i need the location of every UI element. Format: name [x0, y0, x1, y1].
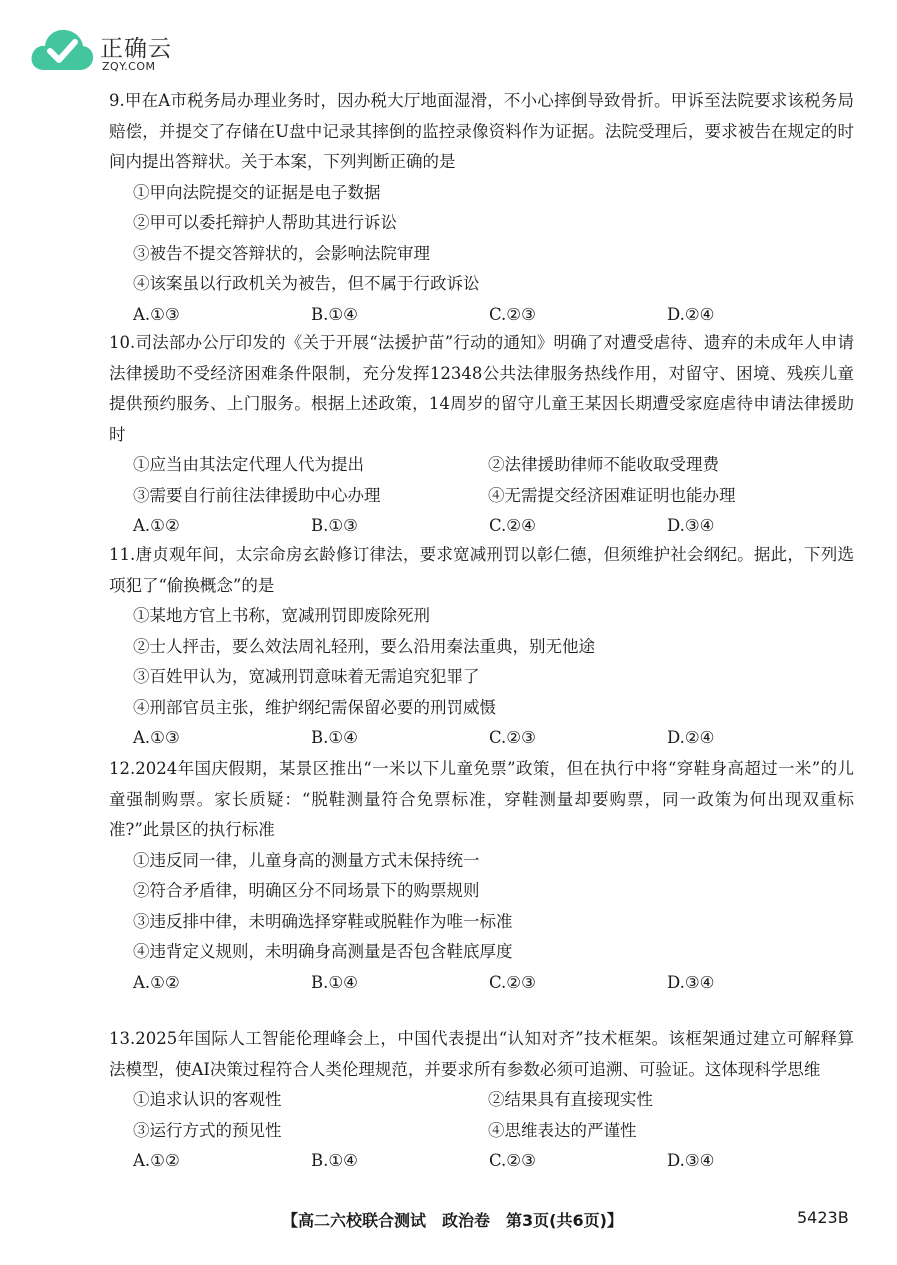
- choice-b: B.①④: [311, 304, 358, 324]
- question-stem: 9.甲在A市税务局办理业务时，因办税大厅地面湿滑，不小心摔倒导致骨折。甲诉至法院要求该税务局赔偿，并提交了存储在U盘中记录其摔倒的监控录像资料作为证据。法院受理后，要求被告在规定的时间内提出答辩状。关于本案，下列判断正确的是: [109, 91, 854, 171]
- statement-options: [109, 450, 854, 511]
- statement-option: ①违反同一律，儿童身高的测量方式未保持统一: [133, 850, 480, 870]
- choice-d: D.②④: [667, 304, 715, 324]
- statement-option: ③百姓甲认为，宽减刑罚意味着无需追究犯罪了: [133, 667, 480, 686]
- choice-a: A.①②: [133, 1151, 180, 1170]
- statement-option: ④刑部官员主张，维护纲纪需保留必要的刑罚威慑: [133, 697, 496, 717]
- choice-b: B.①④: [311, 728, 358, 747]
- choice-a: A.①③: [133, 728, 180, 747]
- choice-c: C.②④: [489, 516, 536, 535]
- choice-b: B.①④: [311, 1151, 358, 1170]
- footer-code: 5423B: [797, 1208, 849, 1227]
- question-9: [109, 86, 854, 330]
- choice-d: D.③④: [667, 972, 715, 992]
- brand-url: ZQY.COM: [102, 60, 156, 73]
- statement-option: ①甲向法院提交的证据是电子数据: [133, 182, 381, 202]
- choice-c: C.②③: [489, 728, 536, 747]
- statement-option: ①追求认识的客观性: [133, 1090, 282, 1109]
- question-stem: 11.唐贞观年间，太宗命房玄龄修订律法，要求宽减刑罚以彰仁德，但须维护社会纲纪。据此，下列选项犯了“偷换概念”的是: [109, 545, 854, 595]
- statement-option: ②法律援助律师不能收取受理费: [488, 455, 719, 474]
- choice-c: C.②③: [489, 972, 536, 992]
- question-10: [109, 328, 854, 542]
- statement-option: ④思维表达的严谨性: [488, 1120, 637, 1140]
- statement-option: ①某地方官上书称，宽减刑罚即废除死刑: [133, 606, 430, 625]
- choice-a: A.①②: [133, 516, 180, 535]
- statement-option: ②士人抨击，要么效法周礼轻刑，要么沿用秦法重典，别无他途: [133, 636, 595, 656]
- cloud-check-icon: [30, 26, 94, 74]
- choice-b: B.①③: [311, 516, 358, 535]
- answer-choices: [109, 968, 854, 999]
- question-12: [109, 754, 854, 998]
- answer-choices: [109, 723, 854, 754]
- question-stem: 13.2025年国际人工智能伦理峰会上，中国代表提出“认知对齐”技术框架。该框架通过建立可解释算法模型，使AI决策过程符合人类伦理规范，并要求所有参数必须可追溯、可验证。这体现科学思维: [109, 1029, 854, 1079]
- choice-a: A.①②: [133, 972, 180, 992]
- choice-b: B.①④: [311, 972, 358, 992]
- choice-d: D.③④: [667, 516, 715, 535]
- statement-option: ④无需提交经济困难证明也能办理: [488, 485, 736, 505]
- statement-option: ③被告不提交答辩状的，会影响法院审理: [133, 243, 430, 263]
- statement-option: ②符合矛盾律，明确区分不同场景下的购票规则: [133, 881, 480, 900]
- choice-d: D.③④: [667, 1151, 715, 1170]
- statement-option: ②甲可以委托辩护人帮助其进行诉讼: [133, 213, 397, 232]
- question-13: [109, 1024, 854, 1177]
- question-stem: 12.2024年国庆假期，某景区推出“一米以下儿童免票”政策，但在执行中将“穿鞋身高超过一米”的儿童强制购票。家长质疑：“脱鞋测量符合免票标准，穿鞋测量却要购票，同一政策为何出现双重标准?”此景区的执行标准: [109, 759, 854, 839]
- answer-choices: [109, 511, 854, 542]
- question-stem: 10.司法部办公厅印发的《关于开展“法援护苗”行动的通知》明确了对遭受虐待、遗弃的未成年人申请法律援助不受经济困难条件限制，充分发挥12348公共法律服务热线作用，对留守、困境、残疾儿童提供预约服务、上门服务。根据上述政策，14周岁的留守儿童王某因长期遭受家庭虐待申请法律援助时: [109, 333, 854, 444]
- choice-c: C.②③: [489, 1151, 536, 1170]
- statement-option: ④该案虽以行政机关为被告，但不属于行政诉讼: [133, 274, 480, 293]
- statement-options: [109, 1085, 854, 1146]
- brand-name: 正确云: [100, 36, 172, 62]
- statement-option: ③需要自行前往法律援助中心办理: [133, 485, 381, 505]
- statement-option: ②结果具有直接现实性: [488, 1090, 653, 1109]
- choice-c: C.②③: [489, 304, 536, 324]
- footer-title: 【高二六校联合测试 政治卷 第3页(共6页)】: [282, 1211, 623, 1230]
- brand-logo: [30, 22, 180, 78]
- statement-option: ③运行方式的预见性: [133, 1120, 282, 1140]
- choice-d: D.②④: [667, 728, 715, 747]
- answer-choices: [109, 300, 854, 331]
- statement-option: ④违背定义规则，未明确身高测量是否包含鞋底厚度: [133, 942, 513, 961]
- choice-a: A.①③: [133, 304, 180, 324]
- answer-choices: [109, 1146, 854, 1177]
- statement-option: ③违反排中律，未明确选择穿鞋或脱鞋作为唯一标准: [133, 911, 513, 931]
- question-11: [109, 540, 854, 754]
- statement-option: ①应当由其法定代理人代为提出: [133, 455, 364, 474]
